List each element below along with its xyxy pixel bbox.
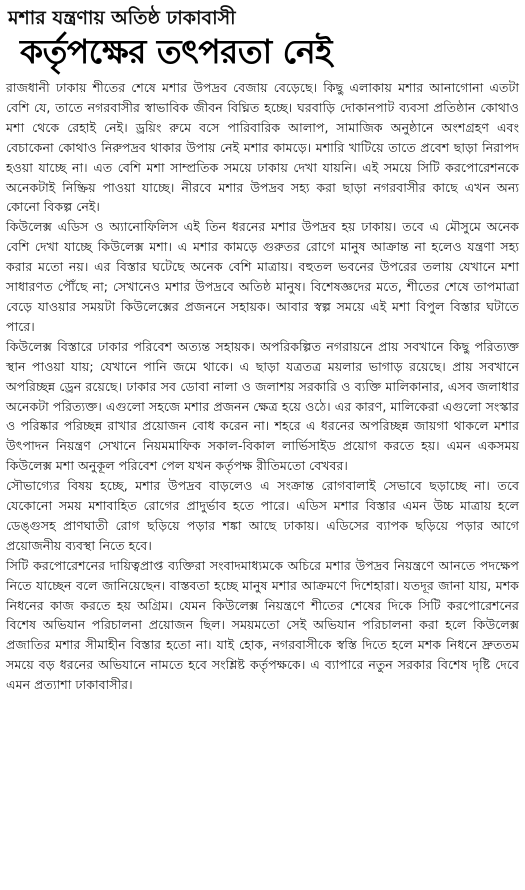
article-headline: কর্তৃপক্ষের তৎপরতা নেই xyxy=(20,32,332,71)
article-paragraph: সৌভাগ্যের বিষয় হচ্ছে, মশার উপদ্রব বাড়লেও এ সংক্রান্ত রোগবালাই সেভাবে ছড়াচ্ছে না। তবে যেকোনো সময় মশাবাহিত রোগের প্রাদুর্ভাব হতে পারে। এডিস মশার বিস্তার এমন উচ্চ মাত্রায় হলে ডেঙ্গুসহ প্রাণঘাতী রোগ ছড়িয়ে পড়ার শঙ্কা আছে ঢাকায়। এডিসের ব্যাপক ছড়িয়ে পড়ার আগে প্রয়োজনীয় ব্যবস্থা নিতে হবে। xyxy=(6,478,519,553)
article-paragraph: সিটি করপোরেশনের দায়িত্বপ্রাপ্ত ব্যক্তিরা সংবাদমাধ্যমকে অচিরে মশার উপদ্রব নিয়ন্ত্রণে আনতে পদক্ষেপ নিতে যাচ্ছেন বলে জানিয়েছেন। বাস্তবতা হচ্ছে মানুষ মশার আক্রমণে দিশেহারা। যতদূর জানা যায়, মশক নিধনের কাজ করতে হয় অগ্রিম। যেমন কিউলেক্স নিয়ন্ত্রণে শীতের শেষের দিকে সিটি করপোরেশনের বিশেষ অভিযান পরিচালনা প্রয়োজন ছিল। সময়মতো সেই অভিযান পরিচালনা করা হলে কিউলেক্স প্রজাতির মশার সীমাহীন বিস্তার হতো না। যাই হোক, নগরবাসীকে স্বস্তি দিতে হলে মশক নিধনে দ্রুততম সময়ে বড় ধরনের অভিযানে নামতে হবে সংশ্লিষ্ট কর্তৃপক্ষকে। এ ব্যাপারে নতুন সরকার বিশেষ দৃষ্টি দেবে এমন প্রত্যাশা ঢাকাবাসীর। xyxy=(6,557,519,693)
article-body xyxy=(6,78,519,695)
article-paragraph: কিউলেক্স এডিস ও অ্যানোফিলিস এই তিন ধরনের মশার উপদ্রব হয় ঢাকায়। তবে এ মৌসুমে অনেক বেশি দেখা যাচ্ছে কিউলেক্স মশা। এ মশার কামড়ে গুরুতর রোগে মানুষ আক্রান্ত না হলেও যন্ত্রণা সহ্য করার মতো নয়। এর বিস্তার ঘটেছে অনেক বেশি মাত্রায়। বহুতল ভবনের উপরের তলায় যেখানে মশা সাধারণত পৌঁছে না; সেখানেও মশার উপদ্রবে অতিষ্ঠ মানুষ। বিশেষজ্ঞদের মতে, শীতের শেষে তাপমাত্রা বেড়ে যাওয়ার সময়টা কিউলেক্সের প্রজননে সহায়ক। আবার স্বল্প সময়ে এই মশা বিপুল বিস্তার ঘটাতে পারে। xyxy=(6,219,519,334)
article-paragraph: রাজধানী ঢাকায় শীতের শেষে মশার উপদ্রব বেজায় বেড়েছে। কিছু এলাকায় মশার আনাগোনা এতটা বেশি যে, তাতে নগরবাসীর স্বাভাবিক জীবন বিঘ্নিত হচ্ছে। ঘরবাড়ি দোকানপাট ব্যবসা প্রতিষ্ঠান কোথাও মশা থেকে রেহাই নেই। ড্রয়িং রুমে বসে পারিবারিক আলাপ, সামাজিক অনুষ্ঠানে অংশগ্রহণ এবং বেচাকেনা কোথাও নিরুপদ্রব থাকার উপায় নেই মশার কামড়ে। মশারি খাটিয়ে তাতে প্রবেশ ছাড়া নিরাপদ হওয়া যাচ্ছে না। এত বেশি মশা সাম্প্রতিক সময়ে ঢাকায় দেখা যায়নি। এই সময়ে সিটি করপোরেশনকে অনেকটাই নিষ্ক্রিয় পাওয়া যাচ্ছে। নীরবে মশার উপদ্রব সহ্য করা ছাড়া নগরবাসীর কাছে এখন অন্য কোনো বিকল্প নেই। xyxy=(6,80,519,215)
article-kicker: মশার যন্ত্রণায় অতিষ্ঠ ঢাকাবাসী xyxy=(8,7,236,29)
article-paragraph: কিউলেক্স বিস্তারে ঢাকার পরিবেশ অত্যন্ত সহায়ক। অপরিকল্পিত নগরায়নে প্রায় সবখানে কিছু পরিত্যক্ত স্থান পাওয়া যায়; যেখানে পানি জমে থাকে। এ ছাড়া যত্রতত্র ময়লার ভাগাড় রয়েছে। প্রায় সবখানে অপরিচ্ছন্ন ড্রেন রয়েছে। ঢাকার সব ডোবা নালা ও জলাশয় সরকারি ও ব্যক্তি মালিকানার, এসব জলাধার অনেকটা পরিত্যক্ত। এগুলো সহজে মশার প্রজনন ক্ষেত্র হয়ে ওঠে। এর কারণ, মালিকেরা এগুলো সংস্কার ও পরিষ্কার পরিচ্ছন্ন রাখার প্রয়োজন বোধ করেন না। শহরে এ ধরনের অপরিচ্ছন্ন জায়গা থাকলে মশার উৎপাদন নিয়ন্ত্রণ সেখানে নিয়মমাফিক সকাল-বিকাল লার্ভিসাইড প্রয়োগ করতে হয়। এমন একসময় কিউলেক্স মশা অনুকূল পরিবেশ পেল যখন কর্তৃপক্ষ রীতিমতো বেখবর। xyxy=(6,338,519,474)
